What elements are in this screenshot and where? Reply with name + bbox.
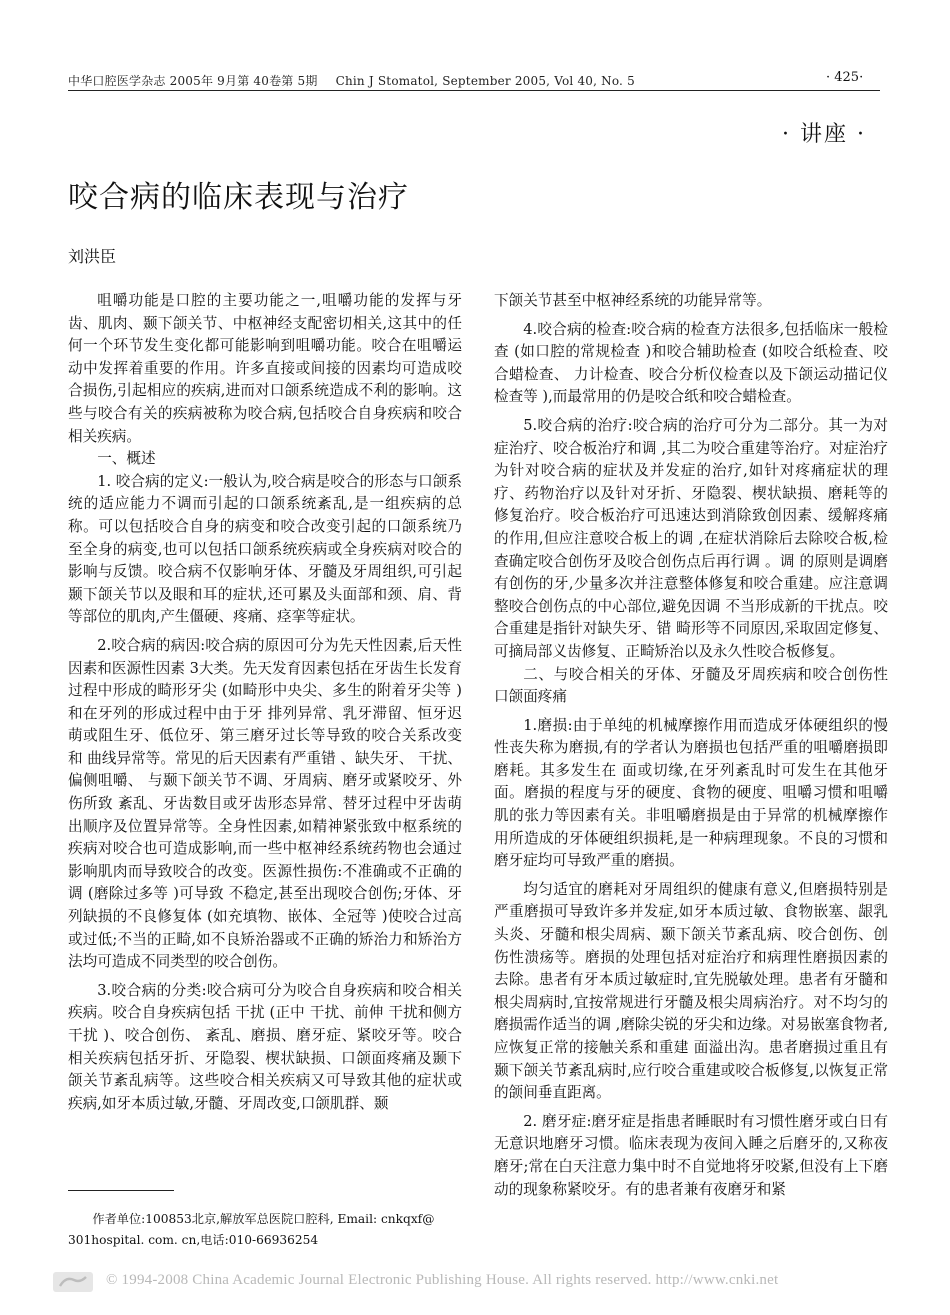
paragraph: 下颌关节甚至中枢神经系统的功能异常等。 xyxy=(494,292,772,309)
journal-info-en: Chin J Stomatol, September 2005, Vol 40, No. 5 xyxy=(335,74,635,88)
paragraph: 5.咬合病的治疗:咬合病的治疗可分为二部分。其一为对症治疗、咬合板治疗和调 ,其二为咬合重建等治疗。对症治疗为针对咬合病的症状及并发症的治疗,如针对疼痛症状的理疗、药物治疗以及针对牙折、牙隐裂、楔状缺损、磨耗等的修复治疗。咬合板治疗可迅速达到消除致创因素、缓解疼痛的作用,但应注意咬合板上的调 ,在症状消除后去除咬合板,检查确定咬合创伤牙及咬合创伤点后再行调 。调 的原则是调磨有创伤的牙,少量多次并注意整体修复和咬合重建。应注意调整咬合创伤点的中心部位,避免因调 不当形成新的干扰点。咬合重建是指针对缺失牙、错 畸形等不同原因,采取固定修复、可摘局部义齿修复、正畸矫治以及永久性咬合板修复。 xyxy=(494,416,888,660)
paragraph: 3.咬合病的分类:咬合病可分为咬合自身疾病和咬合相关疾病。咬合自身疾病包括 干扰 (正中 干扰、前伸 干扰和侧方 干扰 )、咬合创伤、 紊乱、磨损、磨牙症、紧咬牙等。咬合相关疾病包括牙折、牙隐裂、楔状缺损、口颌面疼痛及颞下颌关节紊乱病等。这些咬合相关疾病又可导致其他的症状或疾病,如牙本质过敏,牙髓、牙周改变,口颌肌群、颞 xyxy=(68,981,462,1112)
cnki-logo-icon xyxy=(52,1271,94,1293)
paragraph: 1.磨损:由于单纯的机械摩擦作用而造成牙体硬组织的慢性丧失称为磨损,有的学者认为磨损也包括严重的咀嚼磨损即磨耗。其多发生在 面或切缘,在牙列紊乱时可发生在其他牙面。磨损的程度与牙的硬度、食物的硬度、咀嚼习惯和咀嚼肌的张力等因素有关。非咀嚼磨损是由于异常的机械摩擦作用所造成的牙体硬组织损耗,是一种病理现象。不良的习惯和磨牙症均可导致严重的磨损。 xyxy=(494,716,888,870)
section-label: · 讲座 · xyxy=(782,122,866,147)
page-number: · 425· xyxy=(826,70,864,85)
footnote-rule xyxy=(68,1190,174,1191)
author-affiliation-footnote: 作者单位:100853北京,解放军总医院口腔科, Email: cnkqxf@ 301hospital. com. cn,电话:010-66936254 xyxy=(68,1212,435,1247)
paragraph: 1. 咬合病的定义:一般认为,咬合病是咬合的形态与口颌系统的适应能力不调而引起的口颌系统紊乱,是一组疾病的总称。可以包括咬合自身的病变和咬合改变引起的口颌系统乃至全身的病变,也可以包括口颌系统疾病或全身疾病对咬合的影响与反馈。咬合病不仅影响牙体、牙髓及牙周组织,可引起颞下颌关节以及眼和耳的症状,还可累及头面部和颈、肩、背等部位的肌肉,产生僵硬、疼痛、痉挛等症状。 xyxy=(68,472,462,626)
right-column xyxy=(494,290,888,1201)
section-heading: 二、与咬合相关的牙体、牙髓及牙周疾病和咬合创伤性口颌面疼痛 xyxy=(494,665,888,706)
paragraph: 均匀适宜的磨耗对牙周组织的健康有意义,但磨损特别是严重磨损可导致许多并发症,如牙本质过敏、食物嵌塞、龈乳头炎、牙髓和根尖周病、颞下颌关节紊乱病、咬合创伤、创伤性溃疡等。磨损的处理包括对症治疗和病理性磨损因素的去除。患者有牙本质过敏症时,宜先脱敏处理。患者有牙髓和根尖周病时,宜按常规进行牙髓及根尖周病治疗。对不均匀的磨损需作适当的调 ,磨除尖锐的牙尖和边缘。对易嵌塞食物者,应恢复正常的接触关系和重建 面溢出沟。患者磨损过重且有颞下颌关节紊乱病时,应行咬合重建或咬合板修复,以恢复正常的颌间垂直距离。 xyxy=(494,880,888,1102)
article-title: 咬合病的临床表现与治疗 xyxy=(68,180,409,215)
left-column xyxy=(68,290,462,1115)
copyright-notice: © 1994-2008 China Academic Journal Electronic Publishing House. All rights reserved. http://www.cnki.net xyxy=(106,1272,779,1288)
paragraph: 2. 磨牙症:磨牙症是指患者睡眠时有习惯性磨牙或白日有无意识地磨牙习惯。临床表现为夜间入睡之后磨牙的,又称夜磨牙;常在白天注意力集中时不自觉地将牙咬紧,但没有上下磨动的现象称紧咬牙。有的患者兼有夜磨牙和紧 xyxy=(494,1112,888,1198)
paragraph: 4.咬合病的检查:咬合病的检查方法很多,包括临床一般检查 (如口腔的常规检查 )和咬合辅助检查 (如咬合纸检查、咬合蜡检查、 力计检查、咬合分析仪检查以及下颌运动描记仪检查等 ),而最常用的仍是咬合纸和咬合蜡检查。 xyxy=(494,320,888,406)
author-name: 刘洪臣 xyxy=(68,247,117,266)
paragraph: 咀嚼功能是口腔的主要功能之一,咀嚼功能的发挥与牙齿、肌肉、颞下颌关节、中枢神经支配密切相关,这其中的任何一个环节发生变化都可能影响到咀嚼功能。咬合在咀嚼运动中发挥着重要的作用。许多直接或间接的因素均可造成咬合损伤,引起相应的疾病,进而对口颌系统造成不利的影响。这些与咬合有关的疾病被称为咬合病,包括咬合自身疾病和咬合相关疾病。 xyxy=(68,292,462,445)
paragraph: 2.咬合病的病因:咬合病的原因可分为先天性因素,后天性因素和医源性因素 3大类。先天发育因素包括在牙齿生长发育过程中形成的畸形牙尖 (如畸形中央尖、多生的附着牙尖等 )和在牙列的形成过程中由于牙 排列异常、乳牙滞留、恒牙迟萌或阻生牙、低位牙、第三磨牙过长等导致的咬合关系改变和 曲线异常等。常见的后天因素有严重错 、缺失牙、 干扰、偏侧咀嚼、 与颞下颌关节不调、牙周病、磨牙或紧咬牙、外伤所致 紊乱、牙齿数目或牙齿形态异常、替牙过程中牙齿萌出顺序及位置异常等。全身性因素,如精神紧张致中枢系统的疾病对咬合也可造成影响,而一些中枢神经系统药物也会通过影响肌肉而导致咬合的改变。医源性损伤:不准确或不正确的调 (磨除过多等 )可导致 不稳定,甚至出现咬合创伤;牙体、牙列缺损的不良修复体 (如充填物、嵌体、全冠等 )使咬合过高或过低;不当的正畸,如不良矫治器或不正确的矫治力和矫治方法均可造成不同类型的咬合创伤。 xyxy=(68,636,462,971)
section-heading: 一、概述 xyxy=(97,450,156,468)
running-header xyxy=(68,72,635,89)
header-rule xyxy=(68,90,880,91)
journal-info-cn: 中华口腔医学杂志 2005年 9月第 40卷第 5期 xyxy=(68,74,318,88)
